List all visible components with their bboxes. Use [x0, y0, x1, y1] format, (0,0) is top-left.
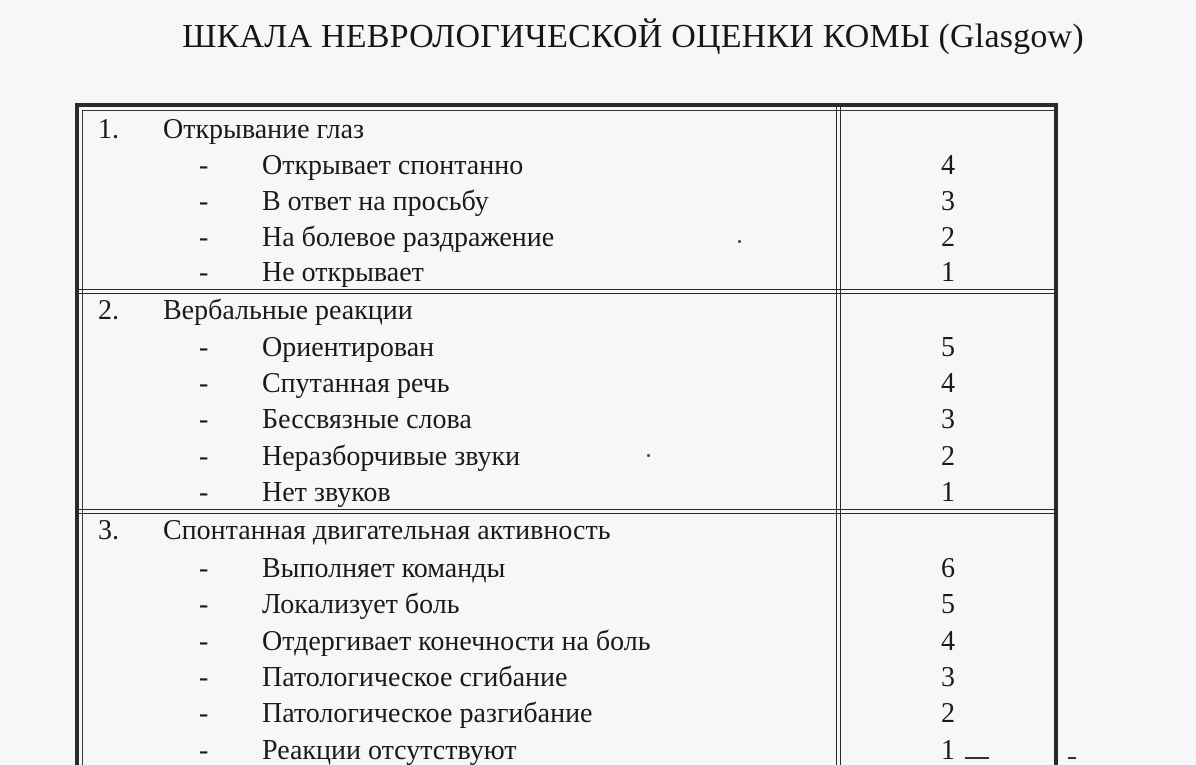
item-label: Не открывает	[262, 257, 424, 288]
table-row	[78, 366, 1058, 402]
item-dash: -	[199, 368, 209, 399]
item-label: Отдергивает конечности на боль	[262, 626, 651, 657]
item-score: 1	[941, 735, 955, 765]
item-label: Реакции отсутствуют	[262, 735, 517, 765]
item-label: Патологическое сгибание	[262, 662, 568, 693]
item-score: 2	[941, 698, 955, 729]
table-row	[78, 184, 1058, 220]
item-score: 4	[941, 626, 955, 657]
table-row	[78, 660, 1058, 696]
item-dash: -	[199, 662, 209, 693]
item-score: 4	[941, 368, 955, 399]
item-label: Открывает спонтанно	[262, 150, 524, 181]
section-number: 1.	[98, 114, 119, 145]
item-dash: -	[199, 332, 209, 363]
item-dash: -	[199, 589, 209, 620]
item-label: Неразборчивые звуки	[262, 441, 521, 472]
item-dash: -	[199, 441, 209, 472]
section-number: 2.	[98, 295, 119, 326]
table-row	[78, 439, 1058, 475]
item-label: Ориентирован	[262, 332, 435, 363]
table-row	[78, 148, 1058, 184]
table-row	[78, 624, 1058, 660]
table-row	[78, 587, 1058, 623]
item-score: 2	[941, 222, 955, 253]
scan-speck	[738, 240, 741, 243]
document-title: ШКАЛА НЕВРОЛОГИЧЕСКОЙ ОЦЕНКИ КОМЫ (Glasgow)	[182, 18, 1084, 55]
section-title: Вербальные реакции	[163, 295, 413, 326]
item-dash: -	[199, 222, 209, 253]
item-label: В ответ на просьбу	[262, 186, 489, 217]
item-dash: -	[199, 735, 209, 765]
section-title: Открывание глаз	[163, 114, 365, 145]
table-row	[78, 696, 1058, 732]
item-dash: -	[199, 257, 209, 288]
item-label: Спутанная речь	[262, 368, 450, 399]
glasgow-scale-table	[75, 103, 1058, 765]
section-header-row	[78, 112, 1058, 148]
table-row	[78, 733, 1058, 765]
table-row	[78, 402, 1058, 438]
item-score: 4	[941, 150, 955, 181]
item-score: 1	[941, 257, 955, 288]
table-row	[78, 475, 1058, 511]
section-title: Спонтанная двигательная активность	[163, 515, 611, 546]
item-score: 5	[941, 589, 955, 620]
section-header-row	[78, 293, 1058, 329]
item-score: 3	[941, 186, 955, 217]
item-dash: -	[199, 477, 209, 508]
scan-speck	[647, 454, 650, 457]
table-row	[78, 220, 1058, 256]
item-dash: -	[199, 626, 209, 657]
table-row	[78, 551, 1058, 587]
scan-mark	[965, 757, 989, 759]
item-label: Локализует боль	[262, 589, 460, 620]
table-row	[78, 255, 1058, 291]
item-score: 3	[941, 662, 955, 693]
item-score: 1	[941, 477, 955, 508]
section-number: 3.	[98, 515, 119, 546]
item-score: 2	[941, 441, 955, 472]
item-dash: -	[199, 150, 209, 181]
item-label: Нет звуков	[262, 477, 391, 508]
item-dash: -	[199, 186, 209, 217]
item-label: На болевое раздражение	[262, 222, 555, 253]
item-label: Выполняет команды	[262, 553, 506, 584]
table-row	[78, 330, 1058, 366]
item-dash: -	[199, 698, 209, 729]
item-dash: -	[199, 404, 209, 435]
section-header-row	[78, 513, 1058, 549]
item-dash: -	[199, 553, 209, 584]
item-score: 3	[941, 404, 955, 435]
item-label: Бессвязные слова	[262, 404, 472, 435]
item-label: Патологическое разгибание	[262, 698, 593, 729]
scan-mark	[1068, 757, 1076, 759]
item-score: 6	[941, 553, 955, 584]
item-score: 5	[941, 332, 955, 363]
